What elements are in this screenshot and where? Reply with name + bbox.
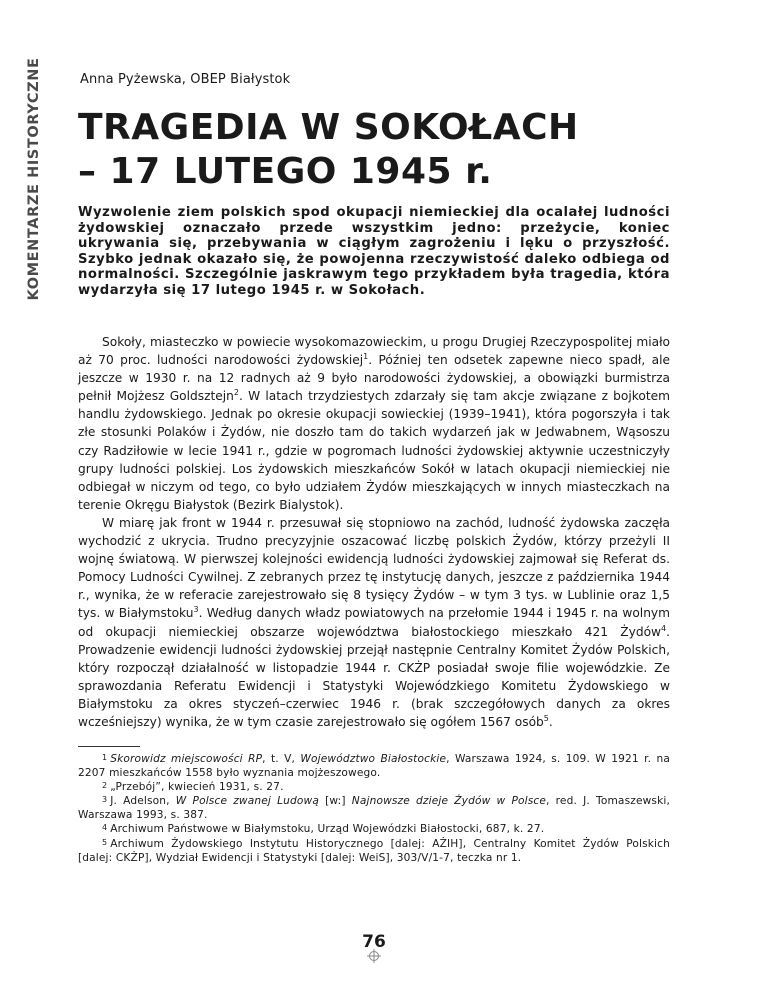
article-title: [78, 106, 718, 194]
footnote-4: $^4$ Archiwum Państwowe w Białymstoku, Urząd Wojewódzki Białostocki, 687, k. 27.: [102, 823, 545, 836]
title-line-2: – 17 LUTEGO 1945 r.: [78, 151, 493, 192]
footnote-5: $^5$ Archiwum Żydowskiego Instytutu Historycznego [dalej: AŻIH], Centralny Komitet Żydów Polskich [dalej: CKŻP], Wydział Ewidencji i Statystyki [dalej: WeiS], 303/V/1-7, teczka nr 1.: [78, 837, 670, 864]
title-line-1: TRAGEDIA W SOKOŁACH: [78, 107, 579, 148]
footnote-ref-3[interactable]: 3: [193, 605, 199, 615]
footnotes: [78, 752, 670, 865]
footnote-ref-2[interactable]: 2: [233, 388, 239, 398]
footnote-separator: [78, 746, 140, 747]
lead-paragraph: Wyzwolenie ziem polskich spod okupacji niemieckiej dla ocalałej ludności żydowskiej oznaczało przede wszystkim jedno: przeżycie, koniec ukrywania się, przebywania w ciągłym zagrożeniu i lęku o przyszłość. Szybko jednak okazało się, że powojenna rzeczywistość daleko odbiega od normalności. Szczególnie jaskrawym tego przykładem była tragedia, która wydarzyła się 17 lutego 1945 r. w Sokołach.: [78, 205, 670, 298]
author-line: Anna Pyżewska, OBEP Białystok: [80, 72, 291, 87]
footnote-ref-1[interactable]: 1: [363, 352, 369, 362]
registration-mark-icon: [367, 949, 381, 963]
footnote-3: $^3$ J. Adelson, W Polsce zwanej Ludową [w:] Najnowsze dzieje Żydów w Polsce, red. J. Tomaszewski, Warszawa 1993, s. 387.: [78, 795, 670, 822]
article-body: [78, 333, 670, 731]
body-paragraph-2: W miarę jak front w 1944 r. przesuwał się stopniowo na zachód, ludność żydowska zaczęła wychodzić z ukrycia. Trudno precyzyjnie oszacować liczbę polskich Żydów, którzy przeżyli II wojnę światową. W pierwszej kolejności ewidencją ludności żydowskiej zajmował się Referat ds. Pomocy Ludności Cywilnej. Z zebranych przez tę instytucję danych, jeszcze z października 1944 r., wynika, że w referacie zarejestrowało się 8 tysięcy Żydów – w tym 3 tys. w Lublinie oraz 1,5 tys. w Białymstoku$^3$. Według danych władz powiatowych na przełomie 1944 i 1945 r. na wolnym od okupacji niemieckiej obszarze województwa białostockiego mieszkało 421 Żydów$^4$. Prowadzenie ewidencji ludności żydowskiej przejął następnie Centralny Komitet Żydów Polskich, który rozpoczął działalność w listopadzie 1944 r. CKŻP posiadał swoje filie wojewódzkie. Ze sprawozdania Referatu Ewidencji i Statystyki Wojewódzkiego Komitetu Żydowskiego w Białymstoku za okres styczeń–czerwiec 1946 r. (brak szczegółowych danych za okres wcześniejszy) wynika, że w tym czasie zarejestrowało się ogółem 1567 osób$^5$.: [78, 515, 671, 729]
footnote-ref-4[interactable]: 4: [661, 623, 667, 633]
body-paragraph-1: Sokoły, miasteczko w powiecie wysokomazowieckim, u progu Drugiej Rzeczypospolitej miało aż 70 proc. ludności narodowości żydowskiej$^1$. Później ten odsetek zapewne nieco spadł, ale jeszcze w 1930 r. na 12 radnych aż 9 było narodowości żydowskiej, a obowiązki burmistrza pełnił Mojżesz Goldsztejn$^2$. W latach trzydziestych zdarzały się tam akcje związane z bojkotem handlu żydowskiego. Jednak po okresie okupacji sowieckiej (1939–1941), która pogorszyła i tak złe stosunki Polaków i Żydów, nie doszło tam do takich wydarzeń jak w Jedwabnem, Wąsoszu czy Radziłowie w lecie 1941 r., gdzie w pogromach ludności żydowskiej aktywnie uczestniczyły grupy ludności polskiej. Los żydowskich mieszkańców Sokół w latach okupacji niemieckiej nie odbiegał w niczym od tego, co było udziałem Żydów mieszkających w innych miasteczkach na terenie Okręgu Białystok (Bezirk Bialystok).: [78, 335, 670, 512]
footnote-1: $^1$ Skorowidz miejscowości RP, t. V, Województwo Białostockie, Warszawa 1924, s. 109. W 1921 r. na 2207 mieszkańców 1558 było wyznania mojżeszowego.: [78, 753, 671, 780]
footnote-ref-5[interactable]: 5: [543, 713, 549, 723]
section-side-label: KOMENTARZE HISTORYCZNE: [26, 57, 42, 301]
footnote-2: $^2$ „Przebój”, kwiecień 1931, s. 27.: [102, 781, 284, 794]
page-number: 76: [362, 932, 386, 952]
